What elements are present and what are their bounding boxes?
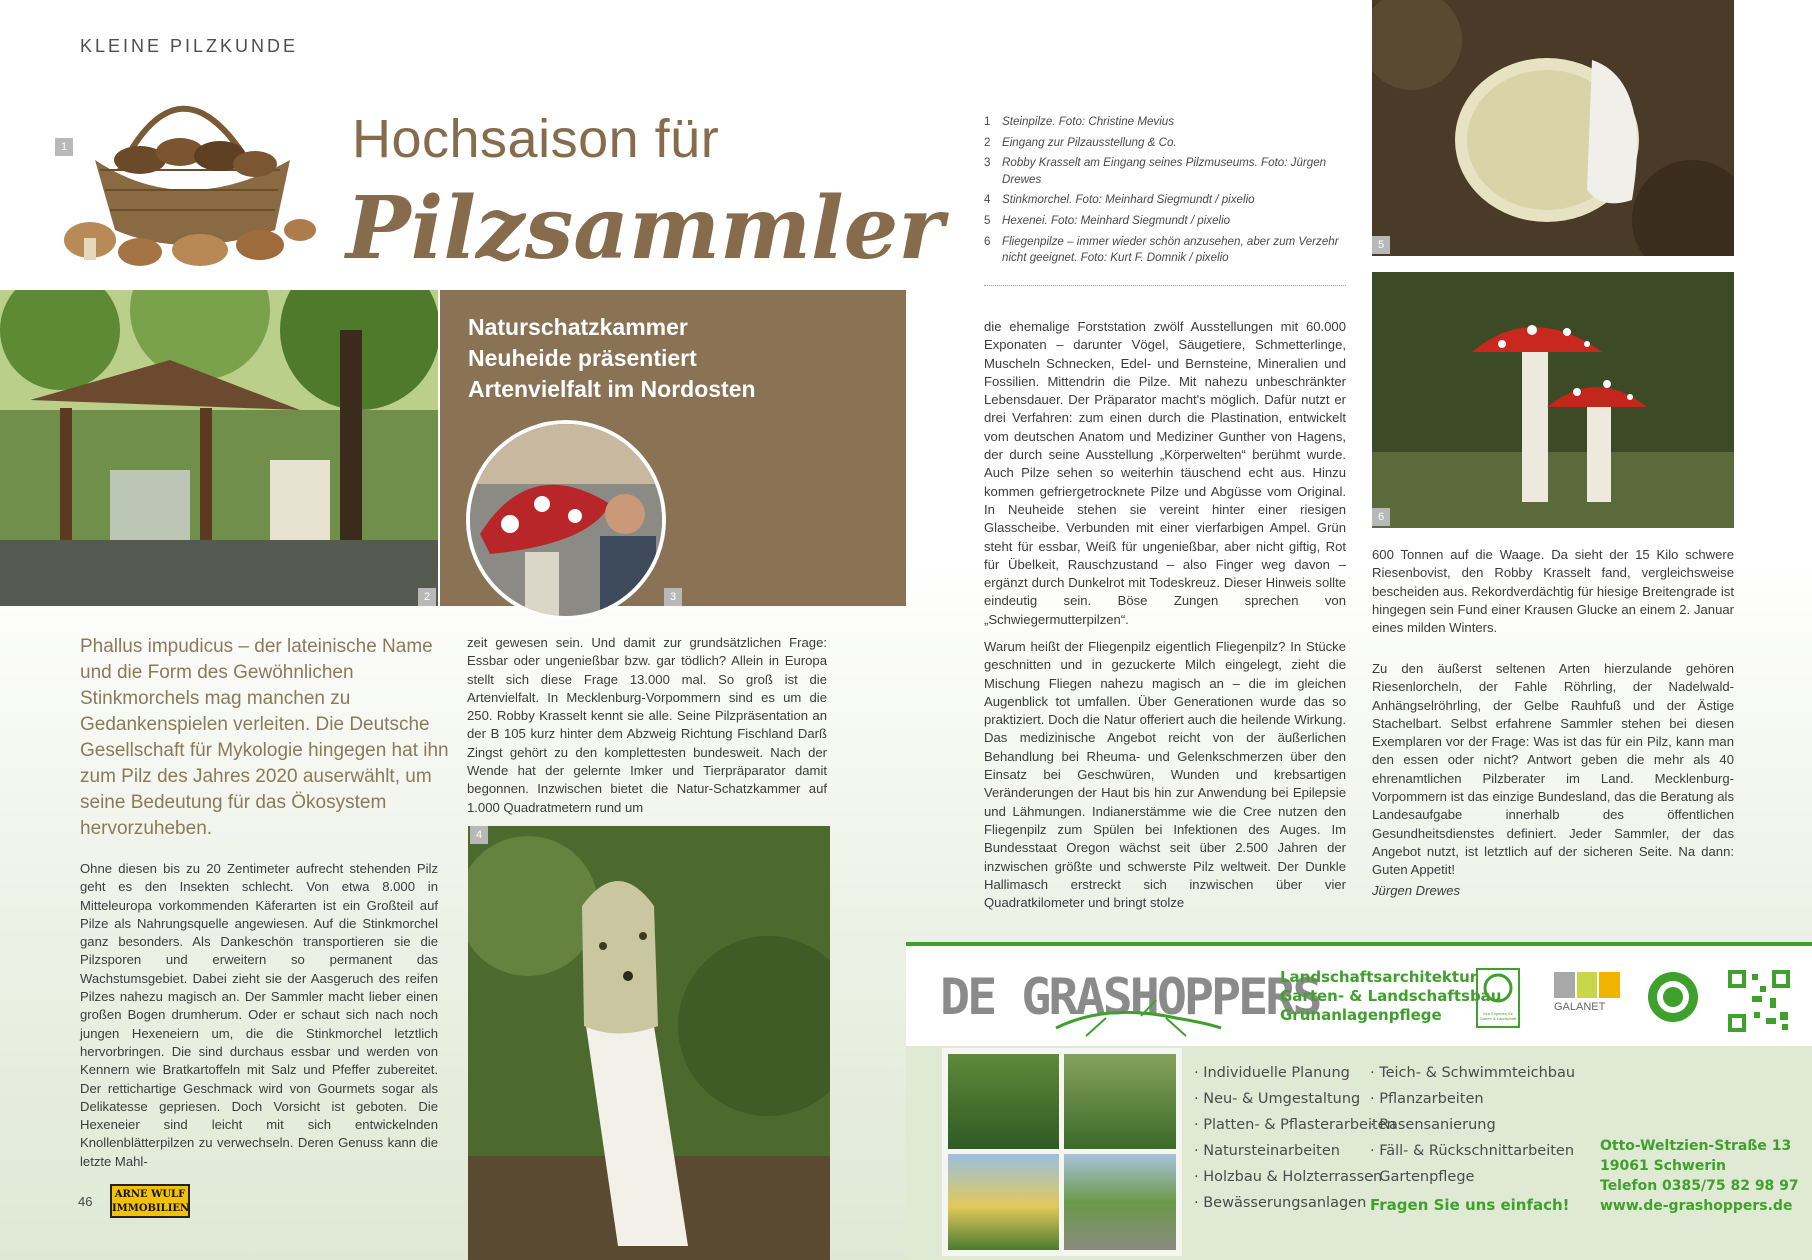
service-item: · Rasensanierung: [1370, 1117, 1496, 1133]
service-item: · Natursteinarbeiten: [1194, 1143, 1340, 1159]
kicker-line-2: Neuheide präsentiert: [468, 345, 697, 371]
lead-paragraph: Phallus impudicus – der lateinische Name und die Form des Gewöhnlichen Stinkmorchels mag manchen zu Gedankenspielen verleiten. Die Deutsche Gesellschaft für Mykologie hingegen hat ihn zum Pilz des Jahres 2020 auserwählt, um seine Bedeutung für das Ökosystem hervorzuheben.: [80, 636, 449, 839]
caption-4: 4 Stinkmorchel. Foto: Meinhard Siegmundt / pixelio: [984, 193, 1255, 207]
photo-captions: [984, 114, 1344, 271]
ad-photo-house: [948, 1154, 1059, 1250]
kicker-line-3: Artenvielfalt im Nordosten: [468, 376, 756, 402]
ad-services-left: [1194, 1060, 1396, 1216]
ad-photo-grid: [942, 1048, 1182, 1256]
photo-mushroom-basket: [50, 60, 320, 270]
ad-address-street: Otto-Weltzien-Straße 13: [1600, 1138, 1792, 1154]
sponsor-line-1: ARNE WULF: [114, 1189, 186, 1200]
service-item: · Neu- & Umgestaltung: [1194, 1091, 1361, 1107]
body-column-1: Ohne diesen bis zu 20 Zentimeter aufrecht stehenden Pilz geht es den Insekten schlecht. Von etwa 8.000 in Mitteleuropa vorkommenden Käferarten ist ein Großteil auf Pilze als Nahrungsquelle angewiesen. Auf die Stinkmorchel ganz besonders. Als Dankeschön transportieren sie die Pilzsporen und erweitern so permanent das Wachstumsgebiet. Dabei zieht sie der Aasgeruch des reifen Pilzes nahezu magisch an. Der Sammler macht lieber einen großen Bogen drumherum. Oder er schaut sich nach noch jungen Hexeneiern um, die die Stinkmorchel letztlich hervorbringen. Die sind durchaus essbar und werden von Kennern wie Bratkartoffeln mit Salz und Pfeffer zubereitet. Der rettichartige Geschmack wird von Gourmets sogar als Delikatesse gepriesen. Doch Vorsicht ist geboten. Die Hexeneier sind leicht mit sich entwickelnden Knollenblätterpilzen zu verwechseln. Deren Genuss kann die letzte Mahl-: [80, 861, 438, 1169]
photo-robby-krasselt: [466, 420, 666, 620]
author: Jürgen Drewes: [1372, 883, 1461, 898]
body-column-3b: Warum heißt der Fliegenpilz eigentlich Fliegenpilz? In Stücke geschnitten und in gezuckerte Milch eingelegt, zieht die Mischung Fliegen nahezu magisch an – die im gleichen Augenblick tot umfallen. Über Generationen wurde das so praktiziert. Doch die Natur offeriert auch die heilende Wirkung. Das medizinische Angebot reicht von der äußerlichen Behandlung bei Rheuma- und Gelenkschmerzen über den Einsatz bei Geschwüren, Wunden und krebsartigen Veränderungen der Haut bis hin zur Anwendung bei Epilepsie und Lähmungen. Indianerstämme wie die Cree nutzen den Fliegenpilz zum Spülen bei Infektionen des Auges. Im Bundesstaat Oregon wächst seit über 2.500 Jahren der inzwischen größte und schwerste Pilz weltweit. Der Dunkle Hallimasch erstreckt sich inzwischen über vier Quadratkilometer und bringt stolze: [984, 639, 1346, 911]
body-column-3a: die ehemalige Forststation zwölf Ausstellungen mit 60.000 Exponaten – darunter Vögel, Säugetiere, Schmetterlinge, Muscheln Schnecken, Edel- und Bernsteine, Mineralien und Fossilien. Mittendrin die Pilze. Mit nahezu unbeschränkter Lebensdauer. Der Präparator macht's möglich. Dafür nutzt er drei Verfahren: zum einen durch die Plastination, entwickelt vom deutschen Anatom und Mediziner Gunther von Hagens, der durch seine Ausstellung „Körperwelten“ berühmt wurde. Auch Pilze sehen so weiterhin täuschend echt aus. Hinzu kommen gefriergetrocknete Pilze und Abgüsse vom Original. In Neuheide stehen sie vereint hinter einer riesigen Glasscheibe. Verbunden mit einer vierfarbigen Ampel. Grün steht für essbar, Weiß für ungenießbar, aber nicht giftig, Rot für Übelkeit, Rauschzustand – also Finger weg davon – ergänzt durch Dunkelrot mit Todeskreuz. Dieser Hinweis sollte eindeutig sein. Böse Zungen sprechen von „Schwiegermutterpilzen“.: [984, 319, 1346, 627]
service-item: · Bewässerungsanlagen: [1194, 1195, 1367, 1211]
ad-brand: DE GRASHOPPERS: [940, 968, 1320, 1026]
service-item: · Fäll- & Rückschnittarbeiten: [1370, 1143, 1575, 1159]
photo-hexenei: [1372, 0, 1734, 256]
ad-photo-path: [1064, 1154, 1176, 1250]
ad-website-link[interactable]: www.de-grashoppers.de: [1600, 1198, 1793, 1214]
sponsor-line-2: IMMOBILIEN: [112, 1203, 190, 1214]
body-column-2: zeit gewesen sein. Und damit zur grundsätzlichen Frage: Essbar oder ungenießbar bzw. gar tödlich? Allein in Europa stellt sich diese Frage 13.000 mal. So groß ist die Artenvielfalt. In Mecklenburg-Vorpommern sind es um die 250. Robby Krasselt kennt sie alle. Seine Pilzpräsentation an der B 105 kurz hinter dem Abzweig Richtung Fischland Darß Zingst gehört zu den komplettesten bundesweit. Nach der Wende hat der gelernte Imker und Tierpräparator damit begonnen. Inzwischen bietet die Natur-Schatzkammer auf 1.000 Quadratmetern rund um: [467, 635, 827, 815]
page-number: 46: [78, 1194, 93, 1209]
photo-number-6: 6: [1372, 508, 1390, 526]
caption-divider: [984, 285, 1346, 286]
ad-address-city: 19061 Schwerin: [1600, 1158, 1727, 1174]
service-item: · Pflanzarbeiten: [1370, 1091, 1484, 1107]
caption-2: 2 Eingang zur Pilzausstellung & Co.: [984, 135, 1177, 149]
title-line-1: Hochsaison für: [352, 109, 720, 169]
caption-1: 1 Steinpilze. Foto: Christine Mevius: [984, 115, 1175, 128]
title-line-2: Pilzsammler: [346, 178, 944, 279]
ad-services-right: [1370, 1060, 1575, 1190]
ad-cta: Fragen Sie uns einfach!: [1370, 1196, 1570, 1214]
photo-fly-agaric: [1372, 272, 1734, 528]
ad-contact: [1600, 1136, 1799, 1216]
photo-exhibition-entrance: [0, 290, 438, 606]
photo-stinkhorn: [468, 826, 830, 1260]
badge-galanet-logo: GALANET: [1554, 972, 1620, 1028]
photo-number-2: 2: [418, 588, 436, 606]
ad-tagline-2: Garten- & Landschaftsbau: [1280, 987, 1502, 1005]
kicker-line-1: Naturschatzkammer: [468, 314, 688, 340]
service-item: · Gartenpflege: [1370, 1169, 1475, 1185]
body-column-4b: Zu den äußerst seltenen Arten hierzulande gehören Riesenlorcheln, der Fahle Röhrling, der Nadelwald-Anhängselröhrling, der Gelbe Rauhfuß und der Ästige Stachelbart. Selbst erfahrene Sammler stehen bei diesen Exemplaren vor der Frage: Was ist das für ein Pilz, kann man den essen oder nicht? Antwort geben die mehr als 40 ehrenamtlichen Pilzberater im Land. Mecklenburg-Vorpommern ist das einzige Bundesland, das die Beratung als Landesaufgabe innerhalb des öffentlichen Gesundheitsdienstes definiert. Jeder Sammler, der das Angebot nutzt, ist letztlich auf der sicheren Seite. Na dann: Guten Appetit!: [1372, 661, 1734, 878]
section-label: KLEINE PILZKUNDE: [80, 36, 299, 56]
badge-gala-logo: Ihre Experten für Garten & Landschaft: [1476, 968, 1520, 1028]
body-column-4a: 600 Tonnen auf die Waage. Da sieht der 15 Kilo schwere Riesenbovist, den Robby Krasselt fand, vergleichsweise bescheiden aus. Rekordverdächtig für hiesige Breitengrade ist hingegen sein Fund einer Krausen Glucke an einem 2. Januar eines milden Winters.: [1372, 547, 1734, 636]
service-item: · Teich- & Schwimmteichbau: [1370, 1065, 1576, 1081]
grasshopper-icon: [1046, 998, 1246, 1038]
ad-phone[interactable]: Telefon 0385/75 82 98 97: [1600, 1178, 1799, 1194]
photo-number-1: 1: [55, 138, 73, 156]
photo-number-5: 5: [1372, 236, 1390, 254]
ad-photo-garden-1: [948, 1054, 1059, 1149]
sponsor-logo: [110, 1184, 190, 1218]
caption-6: 6 Fliegenpilze – immer wieder schön anzusehen, aber zum Verzehr nicht geeignet. Foto: Kurt F. Domnik / pixelio: [984, 234, 1339, 265]
service-item: · Platten- & Pflasterarbeiten: [1194, 1117, 1396, 1133]
photo-number-3: 3: [664, 588, 682, 606]
ad-header: [906, 946, 1812, 1046]
leaf-icon: [1478, 970, 1518, 1006]
quality-seal-icon: [1646, 970, 1700, 1024]
caption-5: 5 Hexenei. Foto: Meinhard Siegmundt / pixelio: [984, 213, 1231, 227]
caption-3: 3 Robby Krasselt am Eingang seines Pilzmuseums. Foto: Jürgen Drewes: [984, 156, 1327, 186]
ad-photo-garden-2: [1064, 1054, 1176, 1149]
ad-tagline-1: Landschaftsarchitektur: [1280, 968, 1478, 986]
service-item: · Holzbau & Holzterrassen: [1194, 1169, 1383, 1185]
service-item: · Individuelle Planung: [1194, 1065, 1350, 1081]
qr-code-icon[interactable]: [1726, 968, 1792, 1034]
photo-number-4: 4: [470, 826, 488, 844]
ad-tagline-3: Grünanlagenpflege: [1280, 1006, 1442, 1024]
